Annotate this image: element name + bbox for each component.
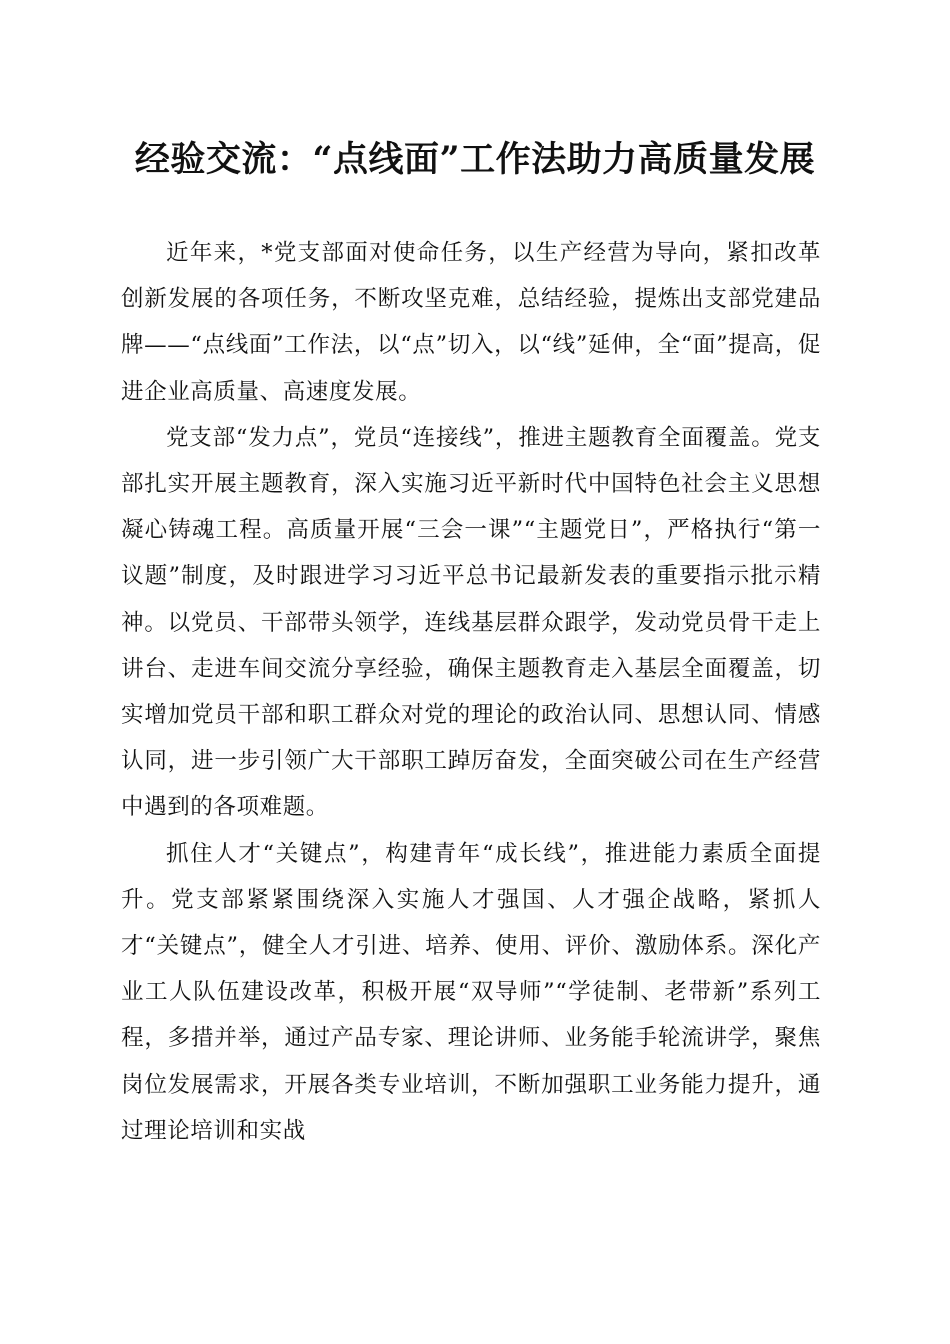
document-title: 经验交流：“点线面”工作法助力高质量发展: [134, 139, 816, 180]
paragraph: 抓住人才“关键点”，构建青年“成长线”，推进能力素质全面提升。党支部紧紧围绕深入实施人才强国、人才强企战略，紧抓人才“关键点”，健全人才引进、培养、使用、评价、激励体系。深化产业工人队伍建设改革，积极开展“双导师”“学徒制、老带新”系列工程，多措并举，通过产品专家、理论讲师、业务能手轮流讲学，聚焦岗位发展需求，开展各类专业培训，不断加强职工业务能力提升，通过理论培训和实战: [121, 840, 821, 1144]
paragraph: 近年来，*党支部面对使命任务，以生产经营为导向，紧扣改革创新发展的各项任务，不断攻坚克难，总结经验，提炼出支部党建品牌——“点线面”工作法，以“点”切入，以“线”延伸，全“面”提高，促进企业高质量、高速度发展。: [121, 240, 821, 405]
paragraph: 党支部“发力点”，党员“连接线”，推进主题教育全面覆盖。党支部扎实开展主题教育，深入实施习近平新时代中国特色社会主义思想凝心铸魂工程。高质量开展“三会一课”“主题党日”，严格执行“第一议题”制度，及时跟进学习习近平总书记最新发表的重要指示批示精神。以党员、干部带头领学，连线基层群众跟学，发动党员骨干走上讲台、走进车间交流分享经验，确保主题教育走入基层全面覆盖，切实增加党员干部和职工群众对党的理论的政治认同、思想认同、情感认同，进一步引领广大干部职工踔厉奋发，全面突破公司在生产经营中遇到的各项难题。: [121, 424, 821, 821]
document-body: [121, 230, 821, 1154]
